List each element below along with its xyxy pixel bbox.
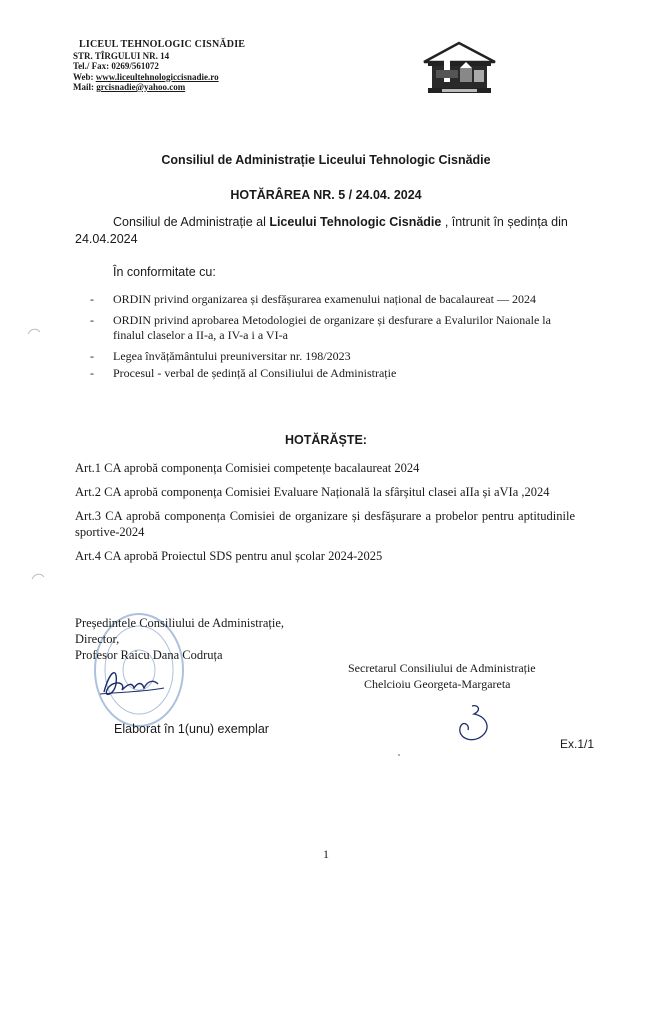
article-4: Art.4 CA aprobă Proiectul SDS pentru anul școlar 2024-2025 [75,549,383,563]
president-signature-icon [92,662,182,702]
school-phone [73,61,245,72]
list-item [90,292,560,307]
school-web [73,72,245,83]
school-building-logo-icon [422,40,497,95]
list-item [90,349,560,364]
phone-label: Tel./ Fax: [73,61,112,71]
article-3: Art.3 CA aprobă componența Comisiei de organizare și desfășurare a probelor pentru aptitudinile sportive-2024 [75,509,575,539]
intro-text-start: Consiliul de Administrație al [113,215,270,229]
conformity-list [90,292,560,387]
copy-code: Ex.1/1 [560,737,595,751]
president-role: Președintele Consiliului de Administrație, [75,616,285,630]
secretary-role: Secretarul Consiliului de Administrație [348,661,536,675]
director-role: Director, [75,632,120,646]
decision-title: HOTĂRÂREA NR. 5 / 24.04. 2024 [230,188,422,202]
mail-label: Mail: [73,82,97,92]
school-mail [73,82,245,93]
conformity-label: În conformitate cu: [113,265,216,279]
punch-hole-mark-icon [31,572,45,580]
secretary-signature-block [348,660,536,692]
secretary-name: Chelcioiu Georgeta-Margareta [364,677,511,691]
page-number: 1 [323,847,329,861]
council-title: Consiliul de Administrație Liceului Tehnologic Cisnădie [161,153,491,167]
list-item [90,313,560,343]
school-header [73,40,245,93]
secretary-signature-icon [452,700,497,745]
web-link[interactable]: www.liceultehnologiccisnadie.ro [95,71,219,82]
list-item-text: Procesul - verbal de ședință al Consiliului de Administrație [113,366,397,380]
mail-link[interactable]: grcisnadie@yahoo.com [96,82,186,92]
school-name: LICEUL TEHNOLOGIC CISNĂDIE [79,39,246,50]
intro-text-end: , întrunit în ședința din 24.04.2024 [75,215,568,246]
list-item-text: ORDIN privind aprobarea Metodologiei de organizare și desfurare a Evalurilor Naionale la finalul claselor a II-a, a IV-a i a VI-a [113,313,551,342]
web-label: Web: [73,71,96,82]
punch-hole-mark-icon [27,327,41,335]
list-item [90,366,560,381]
intro-paragraph [75,214,575,248]
list-bullet: - [90,349,94,363]
list-item-text: ORDIN privind organizarea și desfășurarea examenului național de bacalaureat — 2024 [113,292,536,306]
school-address: STR. TÎRGULUI NR. 14 [73,50,170,61]
article-2: Art.2 CA aprobă componența Comisiei Evaluare Națională la sfârșitul clasei aIIa și aVIa ,2024 [75,485,550,499]
list-bullet: - [90,366,94,380]
list-item-text: Legea învățământului preuniversitar nr. 198/2023 [113,349,351,363]
president-signature-block [75,615,284,663]
phone-value: 0269/561072 [111,61,159,71]
list-bullet: - [90,313,94,327]
president-name: Profesor Raicu Dana Codruța [75,648,223,662]
copies-note: Elaborat în 1(unu) exemplar [114,722,269,736]
list-bullet: - [90,292,94,306]
intro-school-name: Liceului Tehnologic Cisnădie [269,215,442,229]
scan-speck [398,754,400,756]
decides-heading: HOTĂRĂȘTE: [285,433,367,447]
articles-section [75,460,575,572]
article-1: Art.1 CA aprobă componența Comisiei competențe bacalaureat 2024 [75,461,420,475]
